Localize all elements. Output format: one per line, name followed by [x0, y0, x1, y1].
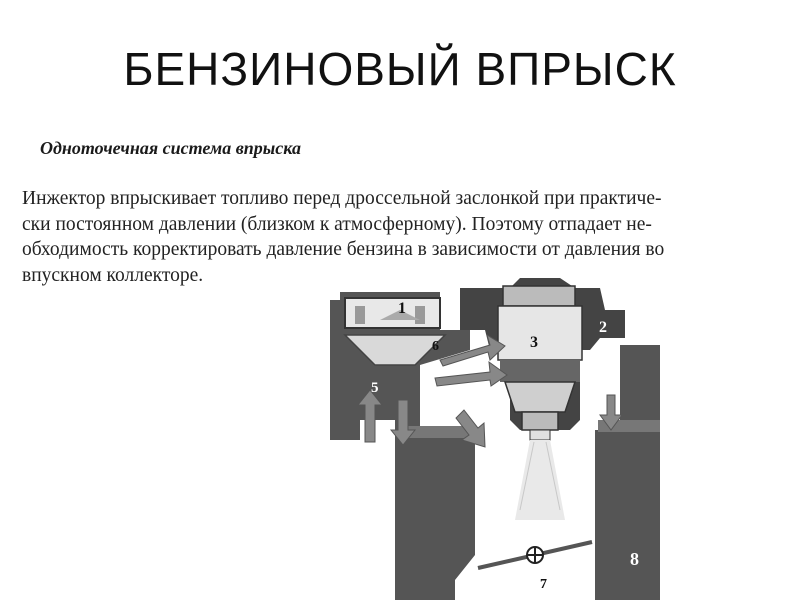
paragraph-line: впускном коллекторе. [22, 264, 204, 286]
paragraph-line: обходимость корректировать давление бензина в зависимости от давления во [22, 239, 665, 260]
paragraph-line: Инжектор впрыскивает топливо перед дроссельной заслонкой при практиче- [22, 188, 662, 209]
paragraph-line: ски постоянном давлении (близком к атмосферному). Поэтому отпадает не- [22, 213, 652, 235]
diagram-label-2: 2 [599, 319, 607, 336]
diagram-label-8: 8 [630, 549, 639, 569]
fuel-spray-icon [515, 440, 565, 520]
slide-title: БЕНЗИНОВЫЙ ВПРЫСК [123, 43, 677, 95]
throttle-valve-icon [478, 542, 592, 568]
diagram-label-6: 6 [432, 339, 439, 354]
diagram-label-4: 4 [423, 398, 432, 418]
diagram-label-3: 3 [530, 334, 538, 351]
diagram-label-1: 1 [398, 300, 406, 317]
section-subtitle: Одноточечная система впрыска [40, 138, 301, 158]
diagram-label-7: 7 [540, 577, 547, 592]
diagram-label-5: 5 [371, 380, 379, 396]
